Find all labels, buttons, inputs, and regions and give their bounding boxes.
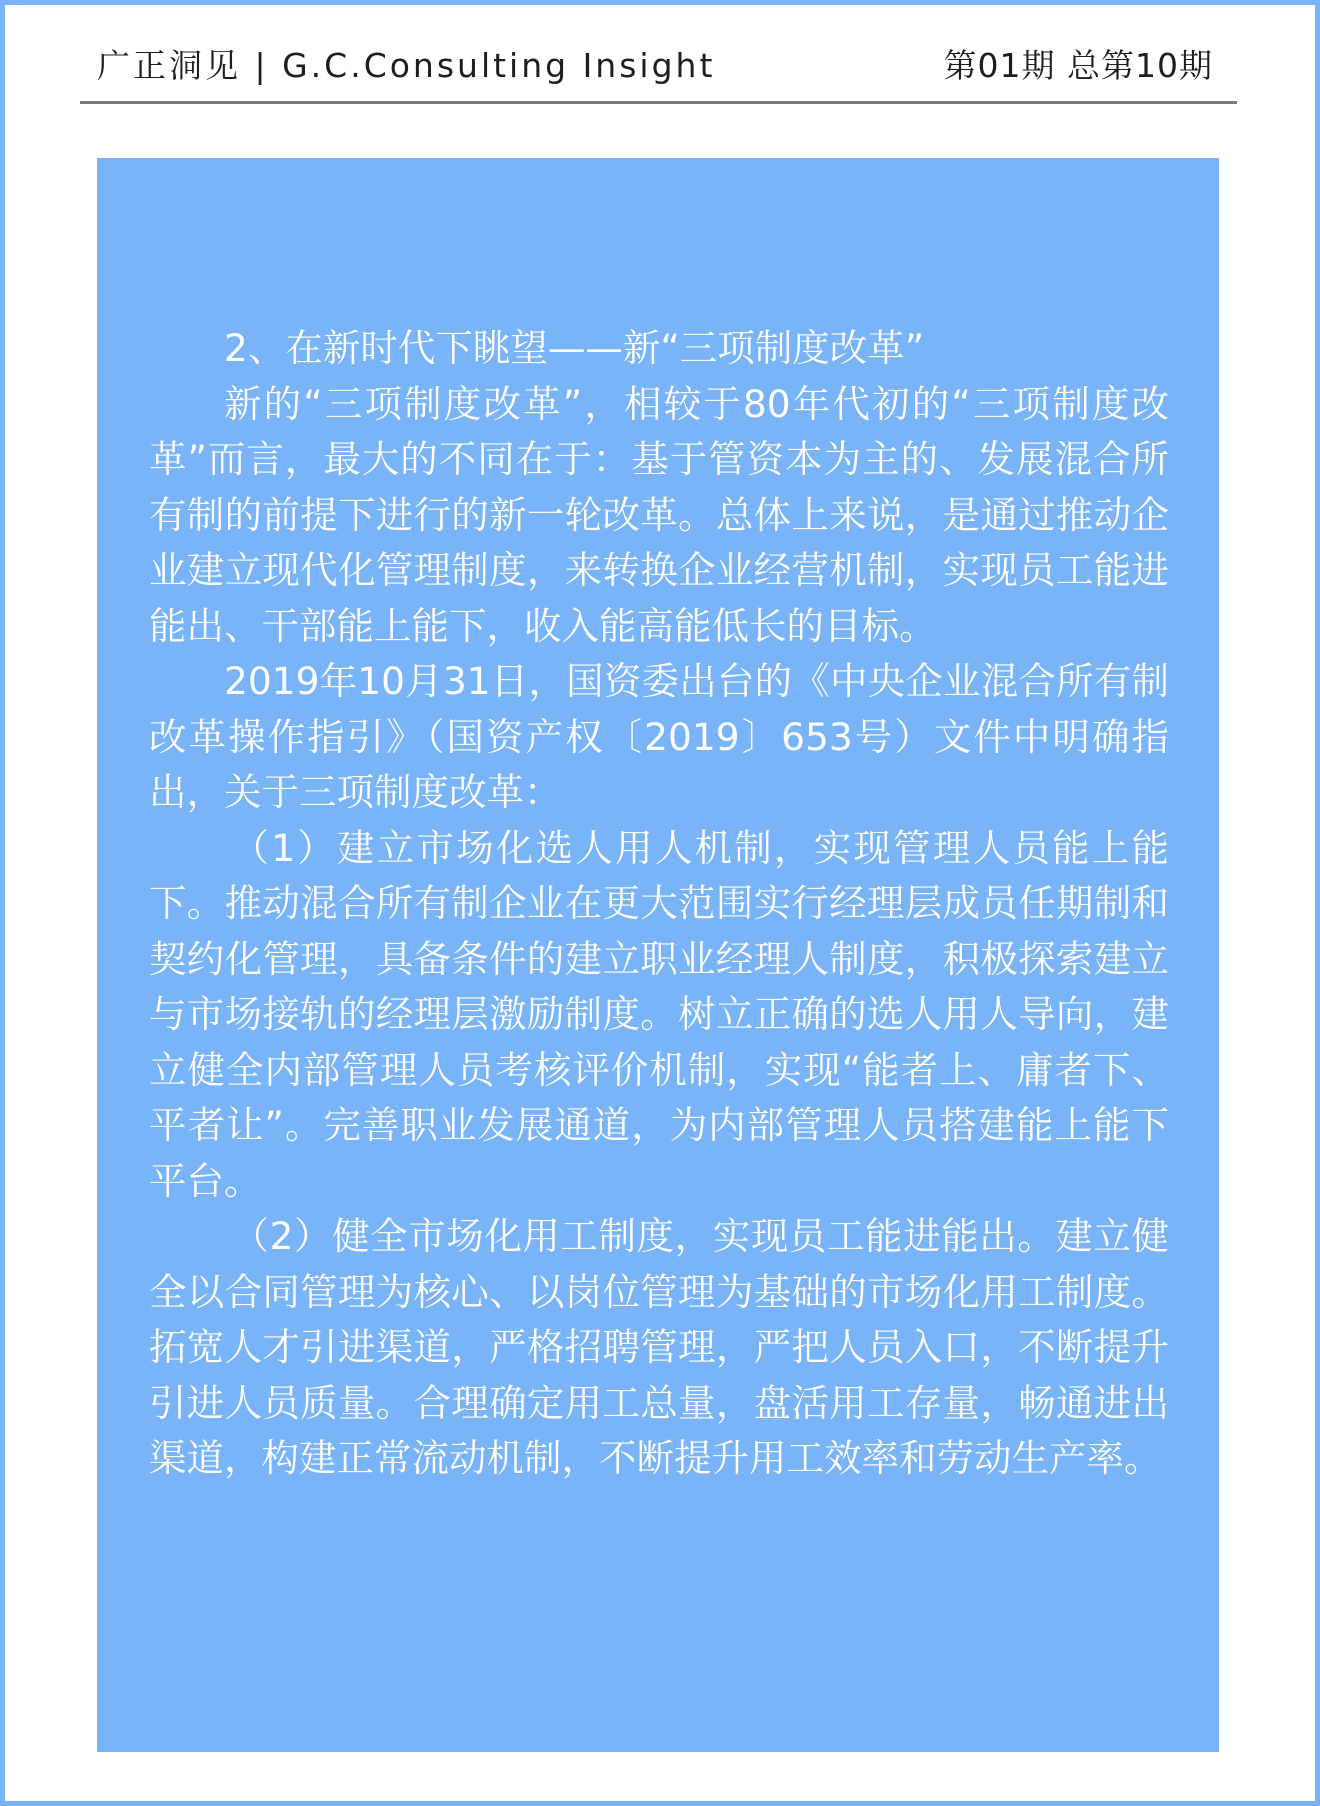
issue-number: 第01期 总第10期 <box>943 46 1213 85</box>
paragraph-item-1: （1）建立市场化选人用人机制，实现管理人员能上能下。推动混合所有制企业在更大范围实行经理层成员任期制和契约化管理，具备条件的建立职业经理人制度，积极探索建立与市场接轨的经理层激励制度。树立正确的选人用人导向，建立健全内部管理人员考核评价机制，实现“能者上、庸者下、平者让”。完善职业发展通道，为内部管理人员搭建能上能下平台。 <box>149 825 1169 1203</box>
content-panel <box>97 158 1219 1752</box>
paragraph-intro: 新的“三项制度改革”，相较于80年代初的“三项制度改革”而言，最大的不同在于：基于管资本为主的、发展混合所有制的前提下进行的新一轮改革。总体上来说，是通过推动企业建立现代化管理制度，来转换企业经营机制，实现员工能进能出、干部能上能下，收入能高能低长的目标。 <box>149 381 1169 648</box>
publication-title: 广正洞见 | G.C.Consulting Insight <box>97 46 716 85</box>
paragraph-policy: 2019年10月31日，国资委出台的《中央企业混合所有制改革操作指引》（国资产权〔2019〕653号）文件中明确指出，关于三项制度改革： <box>149 659 1169 814</box>
page-header <box>97 40 1213 90</box>
paragraph-item-2: （2）健全市场化用工制度，实现员工能进能出。建立健全以合同管理为核心、以岗位管理为基础的市场化用工制度。拓宽人才引进渠道，严格招聘管理，严把人员入口，不断提升引进人员质量。合理确定用工总量，盘活用工存量，畅通进出渠道，构建正常流动机制，不断提升用工效率和劳动生产率。 <box>149 1214 1169 1480</box>
article-body <box>149 321 1169 1487</box>
header-divider <box>80 101 1237 104</box>
section-heading: 2、在新时代下眺望——新“三项制度改革” <box>224 326 925 370</box>
